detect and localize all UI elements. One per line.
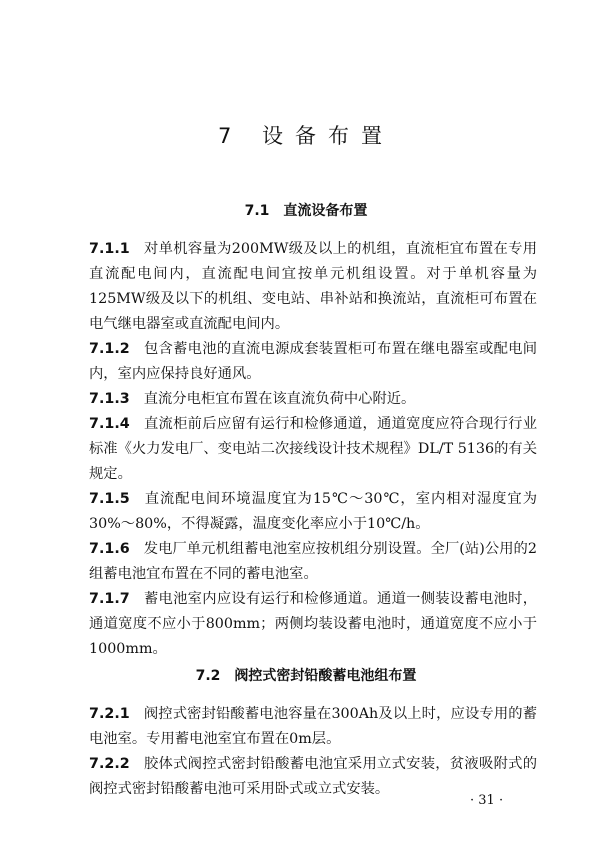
clause-paragraph xyxy=(89,412,537,487)
clause-number: 7.1.6 xyxy=(89,541,130,558)
section-heading xyxy=(0,665,612,685)
clause-text: 对单机容量为200MW级及以上的机组，直流柜宜布置在专用直流配电间内，直流配电间宜按单元机组设置。对于单机容量为125MW级及以下的机组、变电站、串补站和换流站，直流柜可布置在电气继电器室或直流配电间内。 xyxy=(89,241,537,333)
clause-number: 7.1.5 xyxy=(89,491,130,508)
clause-paragraph xyxy=(89,537,537,587)
clause-number: 7.1.4 xyxy=(89,416,130,433)
clause-paragraph xyxy=(89,587,537,662)
page-number: · 31 · xyxy=(470,793,504,808)
section-title: 直流设备布置 xyxy=(283,203,368,219)
section-number: 7.2 xyxy=(195,668,221,684)
clause-text: 蓄电池室内应设有运行和检修通道。通道一侧装设蓄电池时，通道宽度不应小于800mm；两侧均装设蓄电池时，通道宽度不应小于1000mm。 xyxy=(89,591,537,658)
clause-paragraph xyxy=(89,337,537,387)
clause-text: 直流配电间环境温度宜为15℃～30℃，室内相对湿度宜为30%～80%，不得凝露，温度变化率应小于10℃/h。 xyxy=(89,491,537,533)
clause-text: 发电厂单元机组蓄电池室应按机组分别设置。全厂(站)公用的2组蓄电池宜布置在不同的蓄电池室。 xyxy=(89,541,537,583)
clause-paragraph xyxy=(89,237,537,337)
clause-number: 7.1.1 xyxy=(89,241,130,258)
clause-paragraph xyxy=(89,387,537,412)
chapter-title: 7 设备布置 xyxy=(217,124,395,148)
clause-text: 胶体式阀控式密封铅酸蓄电池宜采用立式安装，贫液吸附式的阀控式密封铅酸蓄电池可采用卧式或立式安装。 xyxy=(89,756,537,798)
section-number: 7.1 xyxy=(244,203,270,219)
clause-text: 直流柜前后应留有运行和检修通道，通道宽度应符合现行行业标准《火力发电厂、变电站二次接线设计技术规程》DL/T 5136的有关规定。 xyxy=(89,416,537,483)
section-heading xyxy=(0,200,612,220)
clause-number: 7.1.2 xyxy=(89,341,130,358)
clause-paragraph xyxy=(89,487,537,537)
clause-paragraph xyxy=(89,702,537,752)
clause-number: 7.1.3 xyxy=(89,391,130,408)
clause-text: 阀控式密封铅酸蓄电池容量在300Ah及以上时，应设专用的蓄电池室。专用蓄电池室宜布置在0m层。 xyxy=(89,706,537,748)
clause-number: 7.1.7 xyxy=(89,591,130,608)
clause-number: 7.2.2 xyxy=(89,756,130,773)
clause-number: 7.2.1 xyxy=(89,706,130,723)
section-title: 阀控式密封铅酸蓄电池组布置 xyxy=(234,668,417,684)
clause-text: 包含蓄电池的直流电源成套装置柜可布置在继电器室或配电间内，室内应保持良好通风。 xyxy=(89,341,537,383)
clause-text: 直流分电柜宜布置在该直流负荷中心附近。 xyxy=(143,391,416,408)
